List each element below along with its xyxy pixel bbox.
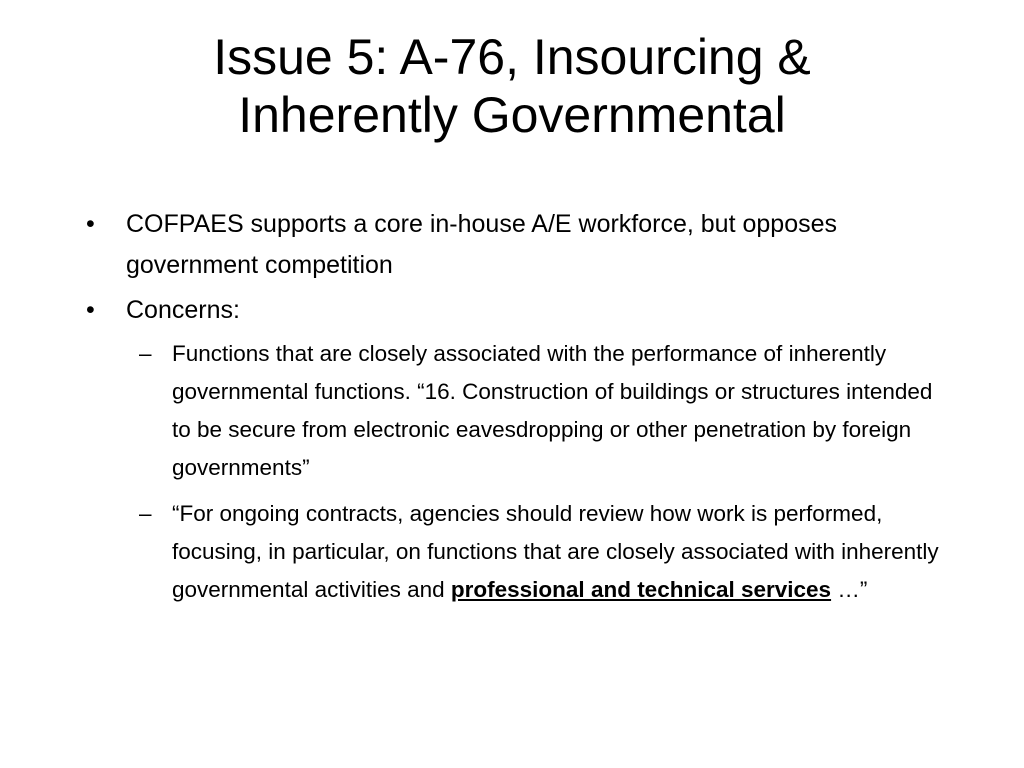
bullet-item [86, 290, 946, 331]
slide-body [86, 204, 946, 617]
sub-bullet-text-end: …” [831, 577, 868, 602]
sub-bullet-text: Functions that are closely associated with the performance of inherently governmental functions. “16. Construction of buildings or structures intended to be secure from electronic eavesdropping or other penetration by foreign governments” [172, 341, 933, 480]
sub-bullet-item [139, 335, 946, 487]
dash-marker: – [139, 341, 152, 366]
emphasized-text: professional and technical services [450, 577, 832, 602]
sub-bullet-item [139, 495, 946, 609]
slide-title [60, 28, 964, 144]
sub-bullet-text: “For ongoing contracts, agencies should review how work is performed, focusing, in particular, on functions that are closely associated with inherently governmental activities and [172, 501, 939, 602]
slide-title-line-1: Issue 5: A-76, Insourcing & [213, 29, 811, 85]
bullet-marker: • [86, 210, 95, 238]
slide-title-line-2: Inherently Governmental [238, 87, 786, 143]
bullet-marker: • [86, 296, 95, 324]
bullet-text: COFPAES supports a core in-house A/E workforce, but opposes government competition [126, 210, 837, 279]
bullet-item [86, 204, 946, 286]
dash-marker: – [139, 501, 152, 526]
bullet-text: Concerns: [126, 296, 240, 324]
